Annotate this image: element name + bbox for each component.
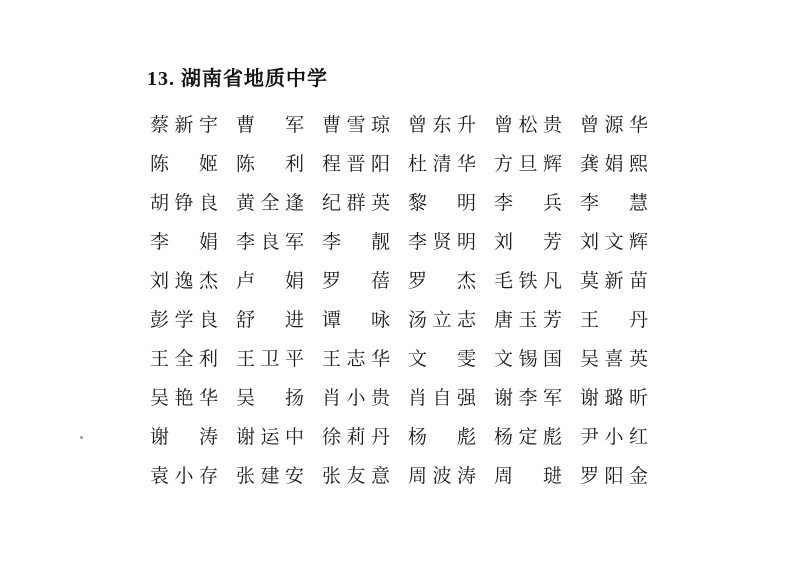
name-entry: 王 丹 [580, 309, 648, 331]
name-entry: 曾 源 华 [580, 114, 648, 136]
name-entry: 刘 芳 [494, 231, 562, 253]
name-entry: 吴 艳 华 [150, 387, 218, 409]
name-entry: 王 卫 平 [236, 348, 304, 370]
name-entry: 曾 松 贵 [494, 114, 562, 136]
name-entry: 谢 璐 昕 [580, 387, 648, 409]
name-entry: 张 友 意 [322, 465, 390, 487]
name-entry: 汤 立 志 [408, 309, 476, 331]
name-entry: 罗 阳 金 [580, 465, 648, 487]
name-entry: 唐 玉 芳 [494, 309, 562, 331]
name-entry: 尹 小 红 [580, 426, 648, 448]
name-entry: 吴 扬 [236, 387, 304, 409]
name-entry: 李 贤 明 [408, 231, 476, 253]
name-entry: 舒 进 [236, 309, 304, 331]
name-entry: 程 晋 阳 [322, 153, 390, 175]
name-entry: 曾 东 升 [408, 114, 476, 136]
name-entry: 蔡 新 宇 [150, 114, 218, 136]
name-entry: 谢 运 中 [236, 426, 304, 448]
section-number: 13. [147, 68, 175, 90]
name-entry: 陈 姬 [150, 153, 218, 175]
name-entry: 肖 小 贵 [322, 387, 390, 409]
name-entry: 罗 杰 [408, 270, 476, 292]
name-entry: 周 琎 [494, 465, 562, 487]
name-entry: 黎 明 [408, 192, 476, 214]
name-entry: 周 波 涛 [408, 465, 476, 487]
name-entry: 谢 李 军 [494, 387, 562, 409]
name-entry: 罗 蓓 [322, 270, 390, 292]
name-entry: 李 娟 [150, 231, 218, 253]
name-entry: 李 靓 [322, 231, 390, 253]
name-entry: 胡 铮 良 [150, 192, 218, 214]
name-entry: 王 全 利 [150, 348, 218, 370]
name-entry: 陈 利 [236, 153, 304, 175]
name-entry: 杨 彪 [408, 426, 476, 448]
name-entry: 文 锡 国 [494, 348, 562, 370]
name-entry: 张 建 安 [236, 465, 304, 487]
name-entry: 李 良 军 [236, 231, 304, 253]
name-entry: 李 慧 [580, 192, 648, 214]
name-entry: 谭 咏 [322, 309, 390, 331]
name-entry: 纪 群 英 [322, 192, 390, 214]
name-entry: 王 志 华 [322, 348, 390, 370]
name-entry: 吴 喜 英 [580, 348, 648, 370]
name-entry: 刘 文 辉 [580, 231, 648, 253]
name-entry: 袁 小 存 [150, 465, 218, 487]
name-entry: 刘 逸 杰 [150, 270, 218, 292]
name-entry: 谢 涛 [150, 426, 218, 448]
name-entry: 杨 定 彪 [494, 426, 562, 448]
scan-speck [80, 436, 83, 439]
name-entry: 毛 铁 凡 [494, 270, 562, 292]
name-entry: 文 雯 [408, 348, 476, 370]
name-entry: 肖 自 强 [408, 387, 476, 409]
name-entry: 彭 学 良 [150, 309, 218, 331]
name-entry: 卢 娟 [236, 270, 304, 292]
name-entry: 方 旦 辉 [494, 153, 562, 175]
name-entry: 黄 全 逢 [236, 192, 304, 214]
name-entry: 曹 军 [236, 114, 304, 136]
name-entry: 莫 新 苗 [580, 270, 648, 292]
name-entry: 徐 莉 丹 [322, 426, 390, 448]
section-heading [147, 62, 328, 91]
name-entry: 杜 清 华 [408, 153, 476, 175]
name-entry: 龚 娟 熙 [580, 153, 648, 175]
section-title: 湖南省地质中学 [181, 66, 328, 90]
name-entry: 李 兵 [494, 192, 562, 214]
name-entry: 曹 雪 琼 [322, 114, 390, 136]
name-list [150, 106, 650, 496]
